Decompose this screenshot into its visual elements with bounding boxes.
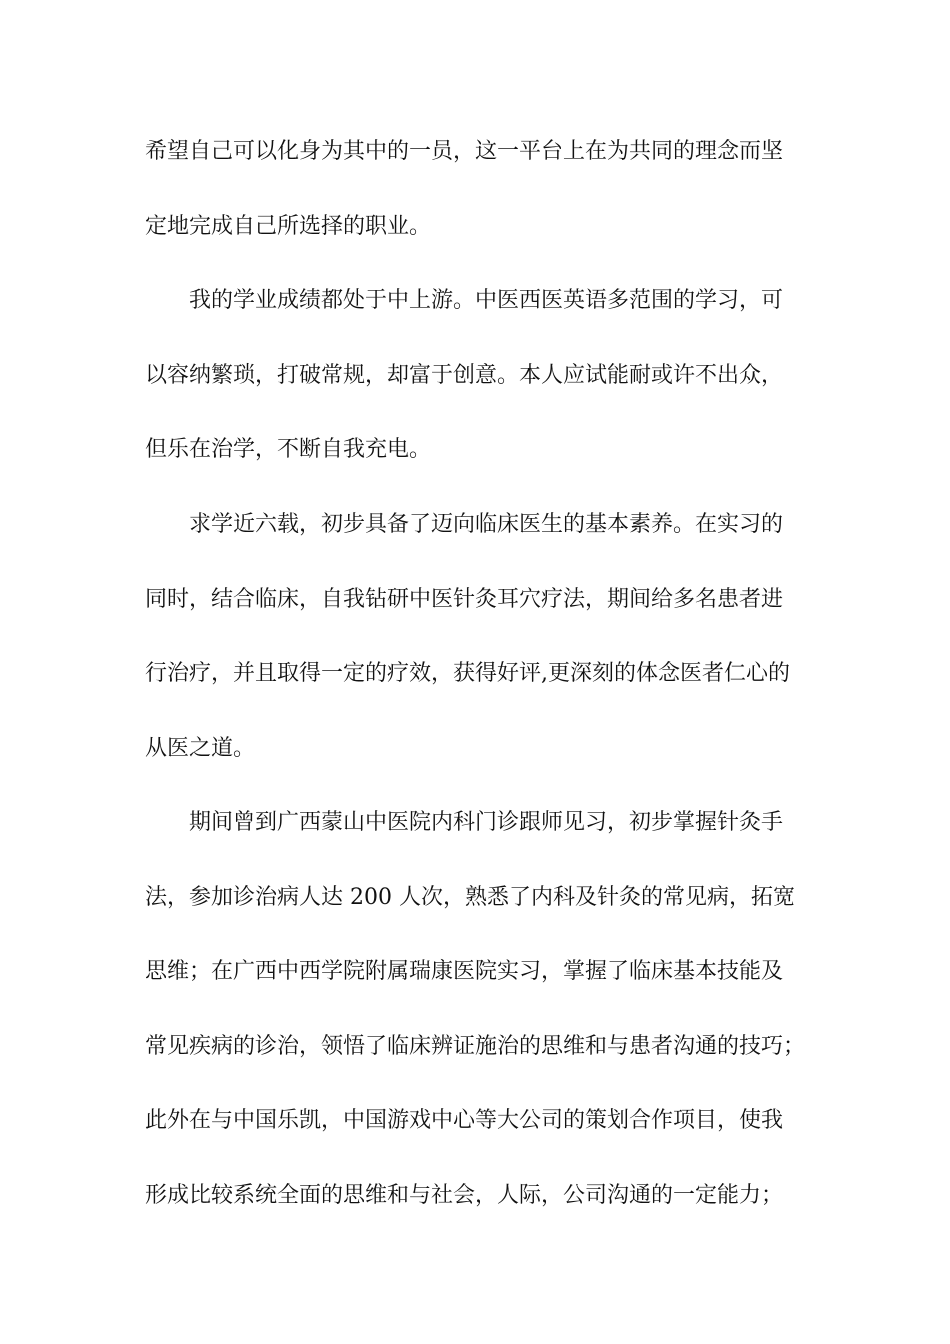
text-line: 以容纳繁琐，打破常规，却富于创意。本人应试能耐或许不出众，: [145, 363, 784, 388]
text-line: 此外在与中国乐凯，中国游戏中心等大公司的策划合作项目，使我: [145, 1108, 784, 1133]
text-line: 法，参加诊治病人达 200 人次，熟悉了内科及针灸的常见病，拓宽: [145, 885, 795, 910]
text-line: 同时，结合临床，自我钻研中医针灸耳穴疗法，期间给多名患者进: [145, 587, 784, 612]
text-line: 常见疾病的诊治，领悟了临床辨证施治的思维和与患者沟通的技巧；: [145, 1034, 806, 1059]
paragraph-first-line: 求学近六载，初步具备了迈向临床医生的基本素养。在实习的: [189, 512, 784, 537]
paragraph-first-line: 我的学业成绩都处于中上游。中医西医英语多范围的学习，可: [189, 288, 784, 313]
paragraph-first-line: 期间曾到广西蒙山中医院内科门诊跟师见习，初步掌握针灸手: [189, 810, 784, 835]
text-line: 但乐在治学，不断自我充电。: [145, 437, 432, 462]
text-line: 思维；在广西中西学院附属瑞康医院实习，掌握了临床基本技能及: [145, 959, 784, 984]
text-line: 从医之道。: [145, 736, 256, 761]
text-line: 定地完成自己所选择的职业。: [145, 214, 432, 239]
text-line: 行治疗，并且取得一定的疗效，获得好评,更深刻的体念医者仁心的: [145, 661, 790, 686]
text-line: 形成比较系统全面的思维和与社会，人际，公司沟通的一定能力；: [145, 1183, 784, 1208]
text-line: 希望自己可以化身为其中的一员，这一平台上在为共同的理念而坚: [145, 139, 784, 164]
